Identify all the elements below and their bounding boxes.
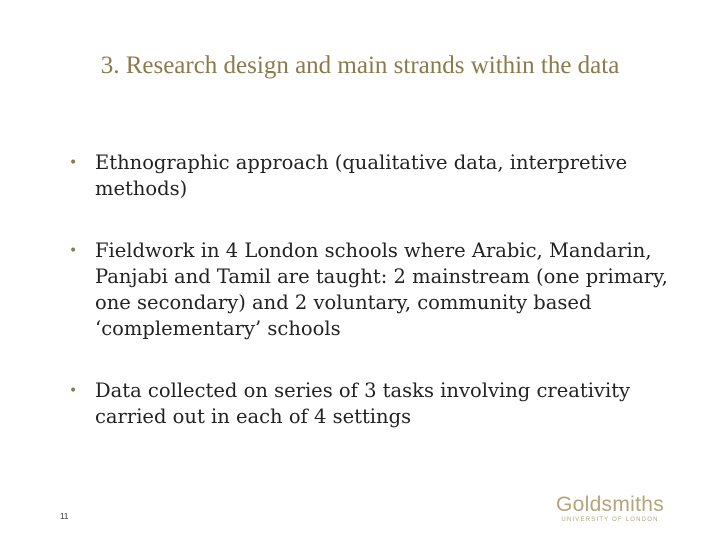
logo-subtitle: UNIVERSITY OF LONDON xyxy=(561,517,659,523)
slide-title: 3. Research design and main strands within the data xyxy=(100,52,620,79)
bullet-text: Ethnographic approach (qualitative data, interpretive methods) xyxy=(95,151,628,200)
logo-name: Goldsmiths xyxy=(555,493,665,516)
goldsmiths-logo xyxy=(550,494,670,523)
bullet-icon: • xyxy=(69,155,78,171)
bullet-item xyxy=(55,150,675,202)
bullet-item xyxy=(55,378,675,430)
bullet-list xyxy=(55,150,675,466)
slide-number: 11 xyxy=(60,512,69,521)
bullet-icon: • xyxy=(69,243,78,259)
bullet-item xyxy=(55,238,675,342)
bullet-text: Fieldwork in 4 London schools where Arabic, Mandarin, Panjabi and Tamil are taught: 2 mainstream (one primary, one secondary) and 2 voluntary, community based ‘complementary’ schools xyxy=(95,239,668,340)
bullet-text: Data collected on series of 3 tasks involving creativity carried out in each of 4 settings xyxy=(95,379,631,428)
bullet-icon: • xyxy=(69,383,78,399)
